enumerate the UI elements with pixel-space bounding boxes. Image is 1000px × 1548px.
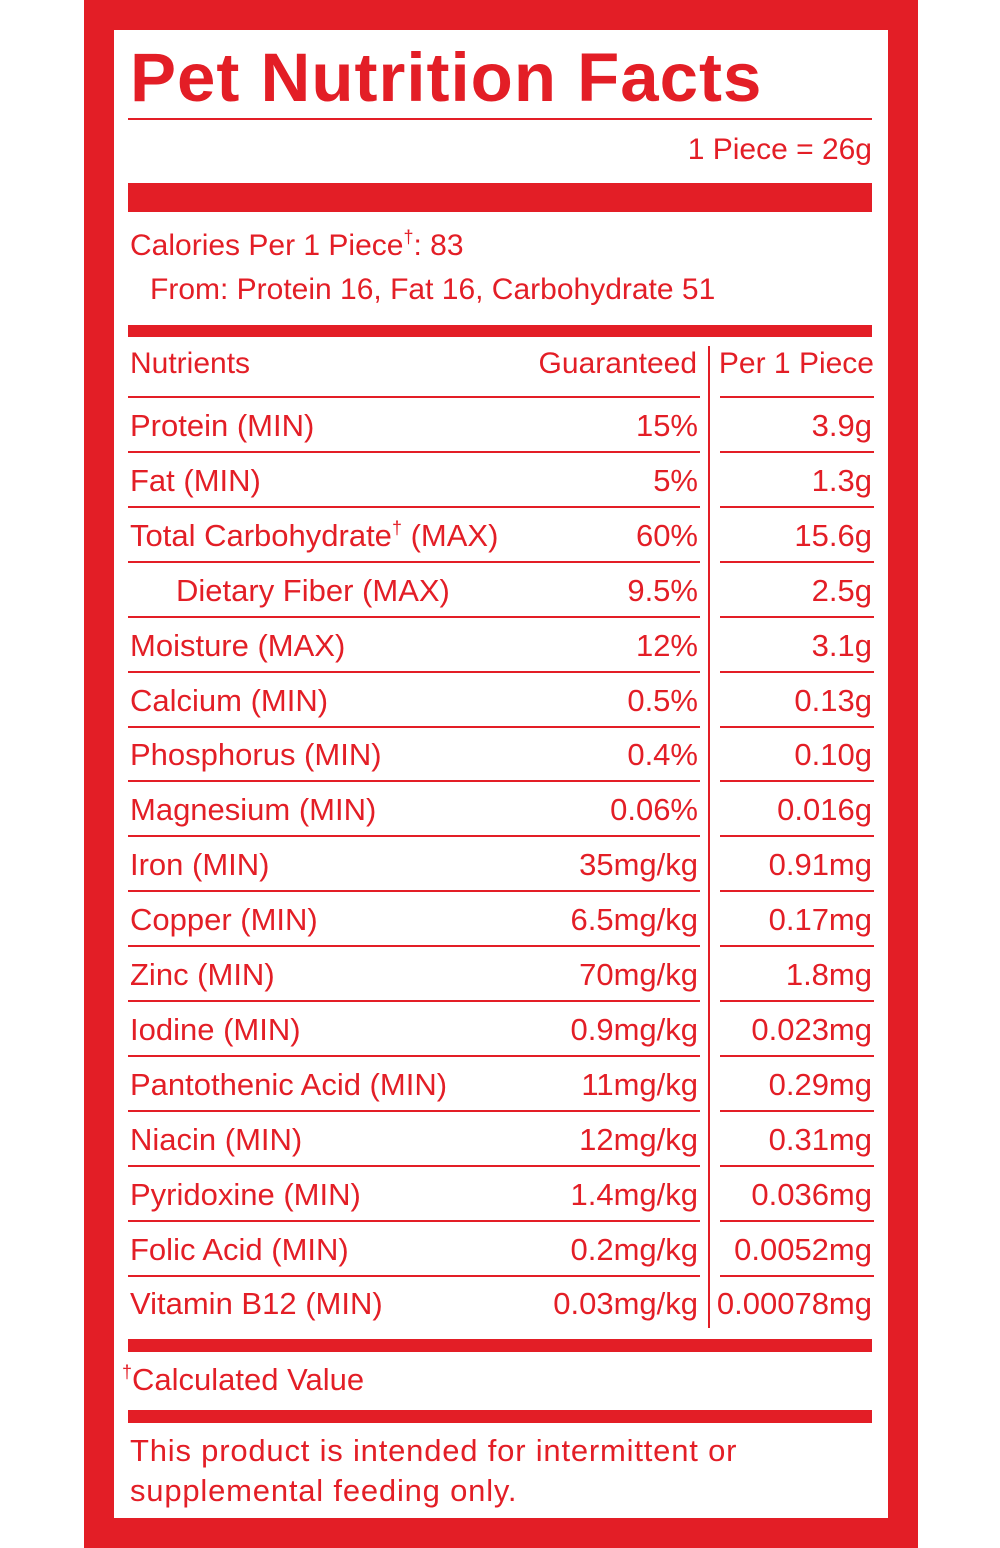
guaranteed-value: 6.5mg/kg [570, 902, 698, 938]
nutrient-label: Zinc (MIN) [130, 957, 275, 992]
guaranteed-value: 0.4% [627, 737, 698, 773]
guaranteed-value: 0.06% [610, 792, 698, 828]
table-row [128, 673, 874, 728]
nutrient-label: Moisture (MAX) [130, 627, 346, 663]
nutrient-label: Phosphorus (MIN) [130, 737, 382, 773]
header-guaranteed: Guaranteed [538, 347, 697, 380]
nutrient-label: Vitamin B12 (MIN) [130, 1286, 383, 1322]
guaranteed-value: 5% [653, 462, 698, 498]
serving-size: 1 Piece = 26g [687, 133, 872, 166]
guaranteed-value: 9.5% [627, 572, 698, 608]
nutrient-name [130, 683, 328, 719]
per-piece-value: 0.036mg [751, 1176, 872, 1212]
table-row [128, 892, 874, 947]
table-row [128, 1112, 874, 1167]
nutrient-qualifier: (MAX) [401, 517, 499, 553]
nutrient-name [130, 1232, 349, 1268]
guaranteed-value: 70mg/kg [579, 957, 698, 992]
nutrient-name [130, 1286, 383, 1322]
table-row [128, 563, 874, 618]
table-row [128, 837, 874, 892]
nutrient-label: Pantothenic Acid (MIN) [130, 1066, 448, 1102]
header-nutrients: Nutrients [130, 347, 251, 380]
footnote [122, 1362, 364, 1398]
guaranteed-value: 0.9mg/kg [570, 1011, 698, 1047]
nutrient-name [130, 1067, 447, 1103]
guaranteed-value: 0.03mg/kg [553, 1286, 698, 1322]
nutrient-name [176, 573, 450, 609]
calories-label: Calories Per 1 Piece [130, 229, 404, 262]
nutrient-label: Iodine (MIN) [130, 1011, 301, 1047]
calories-breakdown: From: Protein 16, Fat 16, Carbohydrate 51 [150, 273, 716, 306]
thick-divider-serving [128, 183, 872, 212]
table-row [128, 1002, 874, 1057]
per-piece-value: 0.13g [794, 682, 872, 718]
per-piece-value: 15.6g [794, 517, 872, 553]
nutrient-name [130, 737, 382, 773]
calories-dagger: † [403, 227, 414, 247]
per-piece-value: 0.00078mg [716, 1286, 872, 1322]
per-piece-value: 1.8mg [785, 957, 872, 992]
guaranteed-value: 60% [635, 517, 698, 553]
per-piece-value: 0.17mg [768, 902, 872, 938]
calories-line [130, 228, 464, 264]
table-row [128, 1222, 874, 1277]
header-per-piece: Per 1 Piece [718, 347, 874, 380]
nutrient-name [130, 628, 345, 664]
nutrient-label: Folic Acid (MIN) [130, 1231, 349, 1267]
nutrient-name [130, 1122, 302, 1158]
calories-value: : 83 [413, 229, 464, 262]
thick-divider-footnote [128, 1410, 872, 1423]
table-row [128, 947, 874, 1002]
footnote-dagger: † [122, 1362, 133, 1382]
per-piece-value: 2.5g [811, 572, 872, 608]
nutrient-name [130, 957, 275, 993]
table-row [128, 1057, 874, 1112]
nutrient-label: Niacin (MIN) [130, 1121, 303, 1157]
table-row [128, 1167, 874, 1222]
nutrient-name [130, 518, 498, 554]
guaranteed-value: 12mg/kg [579, 1121, 698, 1157]
nutrient-name [130, 463, 261, 499]
feeding-note: This product is intended for intermittent or supplemental feeding only. [130, 1433, 738, 1508]
nutrient-name [130, 1012, 301, 1048]
thick-divider-table [128, 1339, 872, 1352]
guaranteed-value: 1.4mg/kg [570, 1176, 698, 1212]
nutrient-name [130, 1177, 361, 1213]
nutrient-name [130, 902, 318, 938]
nutrient-label: Pyridoxine (MIN) [130, 1176, 361, 1212]
nutrient-dagger: † [391, 517, 402, 538]
title-divider [128, 118, 872, 120]
per-piece-value: 0.31mg [768, 1121, 872, 1157]
per-piece-value: 3.9g [811, 408, 872, 443]
per-piece-value: 0.023mg [751, 1011, 872, 1047]
guaranteed-value: 35mg/kg [579, 847, 698, 883]
nutrient-label: Iron (MIN) [130, 847, 270, 883]
nutrient-name [130, 792, 376, 828]
table-row [128, 618, 874, 673]
table-row [128, 453, 874, 508]
nutrient-label: Dietary Fiber (MAX) [176, 572, 450, 608]
table-row [128, 398, 874, 453]
guaranteed-value: 0.5% [627, 682, 698, 718]
per-piece-value: 0.0052mg [734, 1231, 872, 1267]
per-piece-value: 3.1g [811, 627, 872, 663]
nutrient-label: Magnesium (MIN) [130, 792, 377, 828]
nutrient-label: Protein (MIN) [130, 408, 315, 443]
footnote-text: Calculated Value [132, 1362, 365, 1397]
thick-divider-calories [128, 325, 872, 337]
guaranteed-value: 0.2mg/kg [570, 1231, 698, 1267]
nutrient-label: Fat (MIN) [130, 462, 261, 498]
guaranteed-value: 15% [635, 408, 698, 443]
nutrient-label: Copper (MIN) [130, 902, 318, 938]
label-title: Pet Nutrition Facts [130, 39, 763, 116]
table-row [128, 727, 874, 782]
per-piece-value: 0.91mg [768, 847, 872, 883]
nutrient-label: Total Carbohydrate [130, 517, 392, 553]
per-piece-value: 1.3g [811, 462, 872, 498]
guaranteed-value: 11mg/kg [581, 1066, 698, 1102]
table-row [128, 782, 874, 837]
per-piece-value: 0.10g [794, 737, 872, 773]
nutrient-name [130, 408, 314, 444]
nutrient-label: Calcium (MIN) [130, 682, 329, 718]
per-piece-value: 0.016g [777, 792, 872, 828]
per-piece-value: 0.29mg [768, 1066, 872, 1102]
table-row [128, 508, 874, 563]
guaranteed-value: 12% [635, 627, 698, 663]
table-row [128, 1276, 874, 1331]
nutrient-name [130, 847, 270, 883]
